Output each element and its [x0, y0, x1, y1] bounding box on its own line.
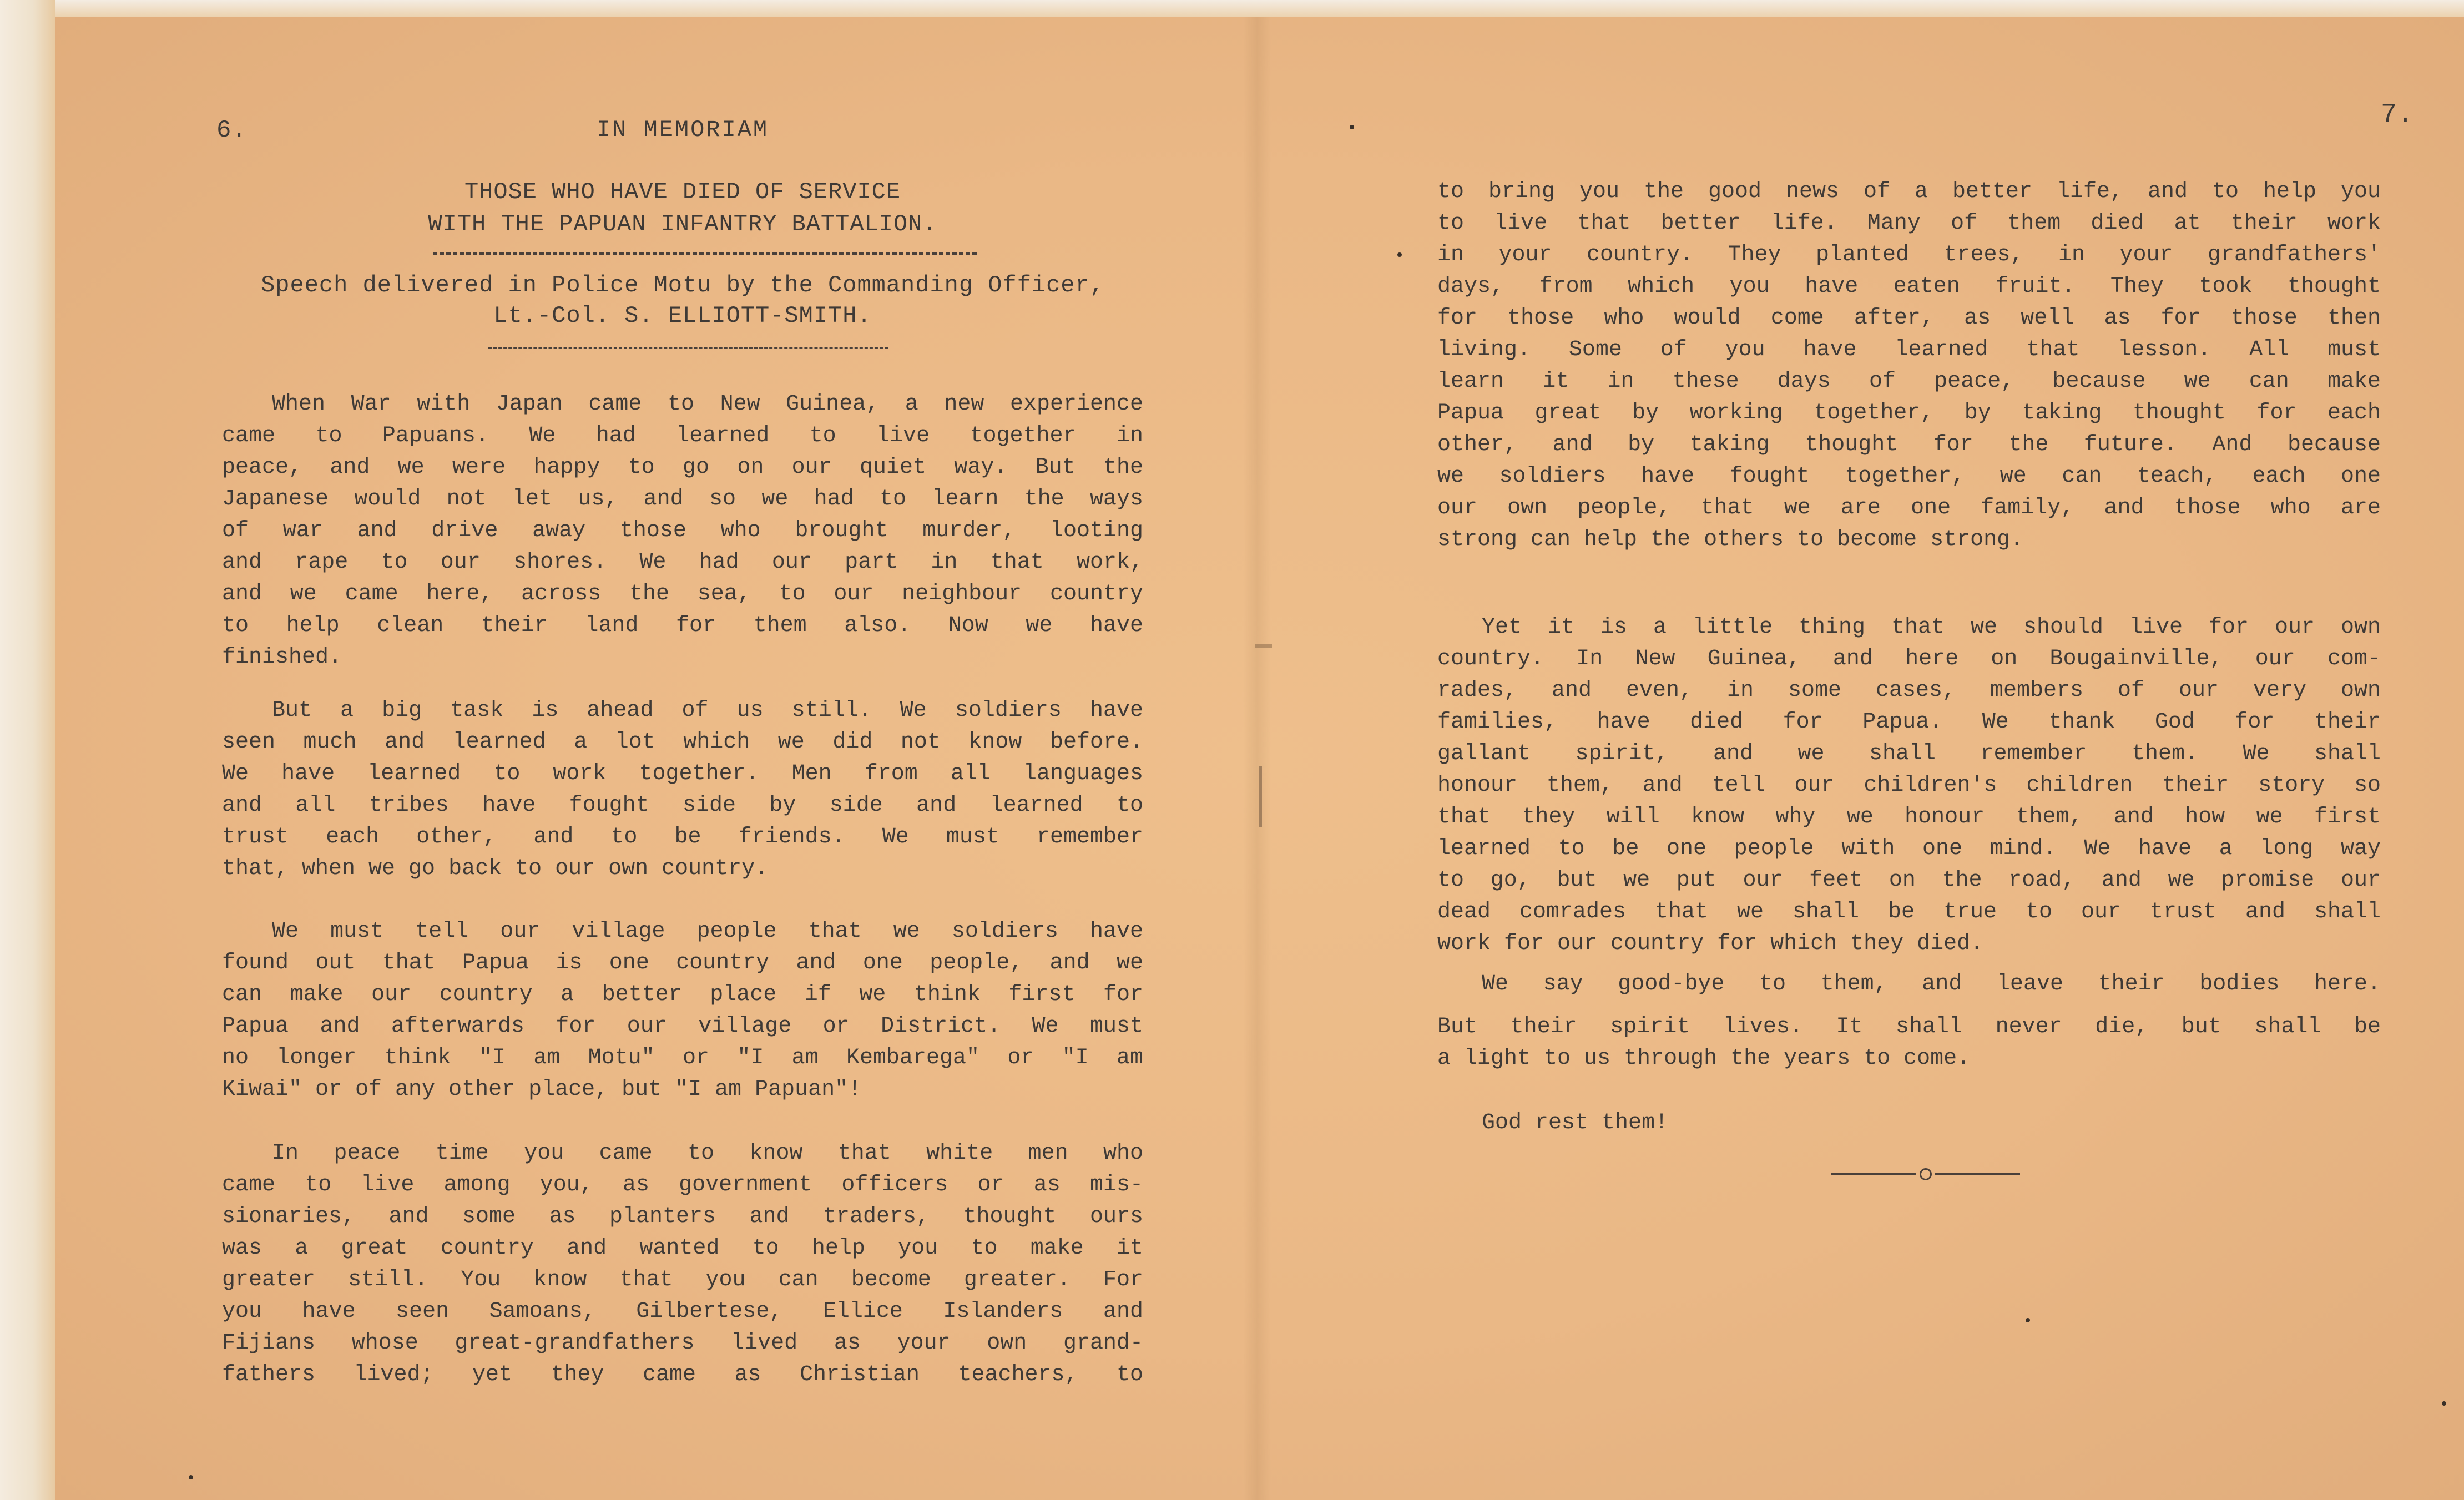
paragraph-left-1 — [222, 388, 1143, 673]
text-line: found out that Papua is one country and one people, and we — [222, 951, 1143, 976]
speech-note-line-1: Speech delivered in Police Motu by the Commanding Officer, — [261, 272, 1104, 299]
end-ornament-circle — [1920, 1168, 1932, 1180]
text-line: sionaries, and some as planters and traders, thought ours — [222, 1204, 1143, 1229]
scan-speck — [1350, 125, 1354, 129]
text-line: to live that better life. Many of them died at their work — [1437, 211, 2381, 236]
text-line: to bring you the good news of a better life, and to help you — [1437, 179, 2381, 204]
text-line: We must tell our village people that we soldiers have — [272, 919, 1143, 944]
text-line: that they will know why we honour them, and how we first — [1437, 805, 2381, 830]
paragraph-right-1 — [1437, 176, 2381, 555]
paragraph-left-4 — [222, 1138, 1143, 1391]
end-ornament-dash — [1831, 1173, 1916, 1175]
paragraph-right-2 — [1437, 612, 2381, 959]
text-line: trust each other, and to be friends. We must remember — [222, 825, 1143, 850]
text-line: days, from which you have eaten fruit. They took thought — [1437, 274, 2381, 299]
center-fold — [1243, 17, 1271, 1500]
text-line: Japanese would not let us, and so we had to learn the ways — [222, 487, 1143, 512]
text-line: that, when we go back to our own country. — [222, 856, 769, 881]
memoriam-heading: IN MEMORIAM — [596, 117, 769, 143]
text-line: dead comrades that we shall be true to our trust and shall — [1437, 900, 2381, 925]
text-line: We have learned to work together. Men from all languages — [222, 761, 1143, 786]
paragraph-left-3 — [222, 916, 1143, 1105]
text-line: fathers lived; yet they came as Christian teachers, to — [222, 1362, 1143, 1387]
text-line: living. Some of you have learned that lesson. All must — [1437, 337, 2381, 362]
text-line: other, and by taking thought for the future. And because — [1437, 432, 2381, 457]
text-line: rades, and even, in some cases, members of our very own — [1437, 678, 2381, 703]
title-line-2: WITH THE PAPUAN INFANTRY BATTALION. — [428, 211, 937, 238]
speech-note-author: Lt.-Col. S. ELLIOTT-SMITH. — [493, 302, 872, 329]
text-line: families, have died for Papua. We thank God for their — [1437, 710, 2381, 735]
scan-speck — [1397, 252, 1402, 257]
text-line: Kiwai" or of any other place, but "I am Papuan"! — [222, 1077, 862, 1102]
text-line: came to Papuans. We had learned to live together in — [222, 423, 1143, 448]
scan-speck — [2026, 1318, 2030, 1322]
text-line: work for our country for which they died. — [1437, 931, 1984, 956]
text-line: came to live among you, as government officers or as mis- — [222, 1173, 1143, 1198]
title-line-1: THOSE WHO HAVE DIED OF SERVICE — [464, 179, 901, 205]
text-line: in your country. They planted trees, in your grandfathers' — [1437, 243, 2381, 267]
text-line: seen much and learned a lot which we did not know before. — [222, 730, 1143, 755]
title-divider — [433, 252, 977, 255]
text-line: Papua and afterwards for our village or District. We must — [222, 1014, 1143, 1039]
text-line: But their spirit lives. It shall never die, but shall be — [1437, 1014, 2381, 1039]
text-line: and all tribes have fought side by side and learned to — [222, 793, 1143, 818]
text-line: you have seen Samoans, Gilbertese, Ellice Islanders and — [222, 1299, 1143, 1324]
text-line: our own people, that we are one family, and those who are — [1437, 496, 2381, 521]
page-number-left: 6. — [216, 117, 247, 144]
scan-speck — [189, 1475, 193, 1479]
speech-divider — [488, 347, 888, 349]
text-line: peace, and we were happy to go on our quiet way. But the — [222, 455, 1143, 480]
text-line: honour them, and tell our children's children their story so — [1437, 773, 2381, 798]
text-line: and we came here, across the sea, to our neighbour country — [222, 582, 1143, 607]
text-line: no longer think "I am Motu" or "I am Kembarega" or "I am — [222, 1046, 1143, 1070]
text-line: finished. — [222, 645, 342, 670]
text-line: But a big task is ahead of us still. We soldiers have — [272, 698, 1143, 723]
text-line: gallant spirit, and we shall remember them. We shall — [1437, 741, 2381, 766]
text-line: Yet it is a little thing that we should live for our own — [1482, 615, 2381, 640]
scan-speck — [2442, 1401, 2446, 1406]
text-line: to help clean their land for them also. Now we have — [222, 613, 1143, 638]
text-line: learned to be one people with one mind. We have a long way — [1437, 836, 2381, 861]
end-ornament — [1831, 1172, 2020, 1176]
page-number-right: 7. — [2381, 100, 2414, 130]
closing-prayer: God rest them! — [1482, 1110, 1669, 1135]
text-line: country. In New Guinea, and here on Bougainville, our com- — [1437, 647, 2381, 671]
fold-mark — [1259, 766, 1262, 827]
text-line: and rape to our shores. We had our part in that work, — [222, 550, 1143, 575]
text-line: Fijians whose great-grandfathers lived as your own grand- — [222, 1331, 1143, 1356]
text-line: We say good-bye to them, and leave their bodies here. — [1482, 972, 2381, 997]
text-line: was a great country and wanted to help you to make it — [222, 1236, 1143, 1261]
text-line: we soldiers have fought together, we can teach, each one — [1437, 464, 2381, 489]
text-line: Papua great by working together, by taking thought for each — [1437, 401, 2381, 426]
text-line: When War with Japan came to New Guinea, a new experience — [272, 392, 1143, 417]
text-line: for those who would come after, as well as for those then — [1437, 306, 2381, 331]
scan-background-top — [0, 0, 2464, 17]
text-line: learn it in these days of peace, because we can make — [1437, 369, 2381, 394]
text-line: can make our country a better place if we think first for — [222, 982, 1143, 1007]
text-line: strong can help the others to become strong. — [1437, 527, 2024, 552]
paragraph-left-2 — [222, 695, 1143, 885]
scan-background-left — [0, 0, 55, 1500]
paragraph-right-4 — [1437, 1107, 2381, 1139]
text-line: greater still. You know that you can become greater. For — [222, 1267, 1143, 1292]
fold-mark — [1255, 644, 1272, 648]
text-line: In peace time you came to know that white men who — [272, 1141, 1143, 1166]
end-ornament-dash — [1935, 1173, 2020, 1175]
text-line: to go, but we put our feet on the road, and we promise our — [1437, 868, 2381, 893]
text-line: of war and drive away those who brought murder, looting — [222, 518, 1143, 543]
paragraph-right-3 — [1437, 968, 2381, 1074]
text-line: a light to us through the years to come. — [1437, 1046, 1971, 1071]
